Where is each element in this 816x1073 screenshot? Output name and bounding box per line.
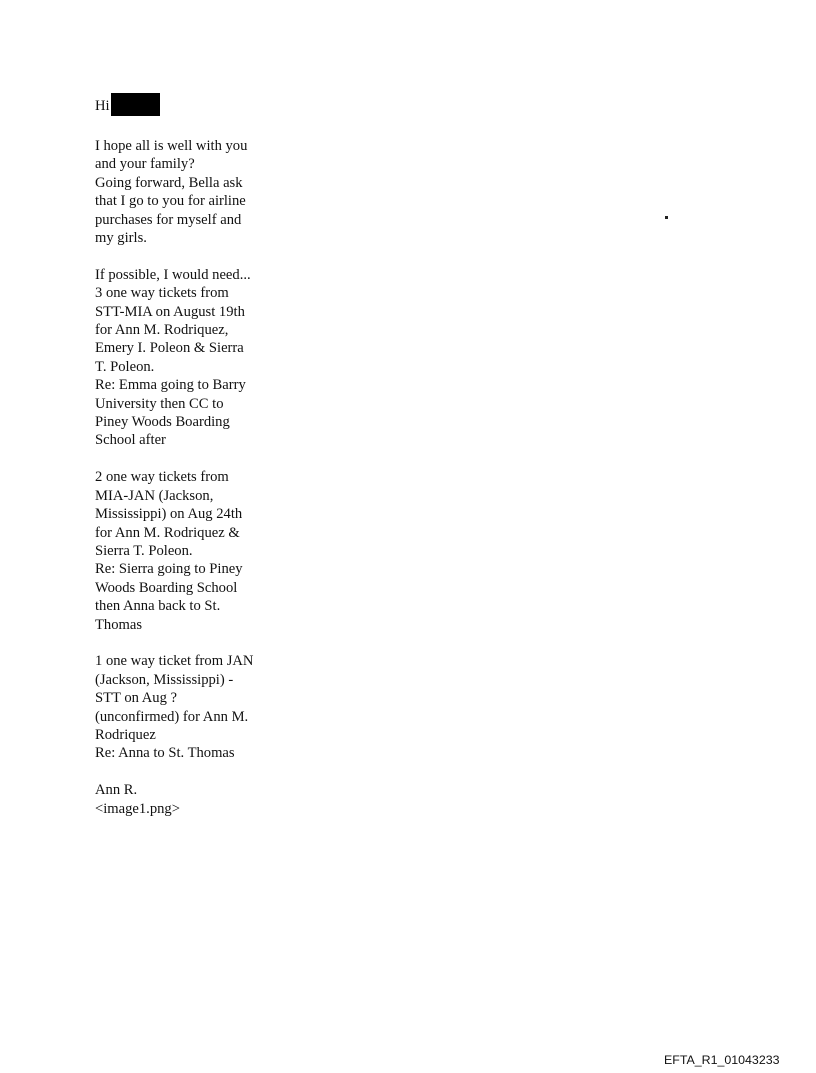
text-line: my girls. [95,230,147,247]
text-line: University then CC to [95,395,224,412]
text-line: and your family? [95,156,195,173]
stray-dot-mark [665,216,668,219]
signature-block [95,781,295,818]
paragraph-first-tickets [95,266,295,450]
text-line: Going forward, Bella ask [95,174,243,191]
text-line: for Ann M. Rodriquez, [95,322,229,339]
text-line: School after [95,432,166,449]
greeting-text: Hi [95,97,110,114]
text-line: 2 one way tickets from [95,469,229,486]
signature-name: Ann R. [95,782,138,799]
text-line: 3 one way tickets from [95,285,229,302]
text-line: Re: Anna to St. Thomas [95,745,235,762]
paragraph-intro [95,137,295,247]
spacer [95,763,295,781]
text-line: If possible, I would need... [95,266,251,283]
text-line: Re: Emma going to Barry [95,377,246,394]
text-line: I hope all is well with you [95,138,248,154]
text-line: Mississippi) on Aug 24th [95,506,243,523]
text-line: Thomas [95,616,143,633]
text-line: MIA-JAN (Jackson, [95,487,214,504]
text-line: T. Poleon. [95,358,155,375]
text-line: purchases for myself and [95,211,242,228]
text-line: (unconfirmed) for Ann M. [95,708,249,725]
text-line: Woods Boarding School [95,579,238,596]
attachment-placeholder: <image1.png> [95,800,180,817]
text-line: Rodriquez [95,726,156,743]
text-line: that I go to you for airline [95,193,246,210]
text-line: STT-MIA on August 19th [95,303,245,320]
text-line: for Ann M. Rodriquez & [95,524,240,541]
spacer [95,634,295,652]
paragraph-second-tickets [95,468,295,634]
email-body [95,96,295,818]
spacer [95,116,295,137]
text-line: STT on Aug ? [95,690,178,707]
redaction-box [111,93,160,116]
spacer [95,450,295,468]
text-line: Sierra T. Poleon. [95,542,193,559]
text-line: Piney Woods Boarding [95,414,230,431]
text-line: then Anna back to St. [95,598,221,615]
text-line: Re: Sierra going to Piney [95,561,243,578]
bates-number: EFTA_R1_01043233 [664,1053,780,1067]
text-line: 1 one way ticket from JAN [95,653,254,670]
paragraph-third-ticket [95,652,295,762]
text-line: Emery I. Poleon & Sierra [95,340,244,357]
spacer [95,247,295,265]
text-line: (Jackson, Mississippi) - [95,671,234,688]
greeting-line [95,96,295,116]
